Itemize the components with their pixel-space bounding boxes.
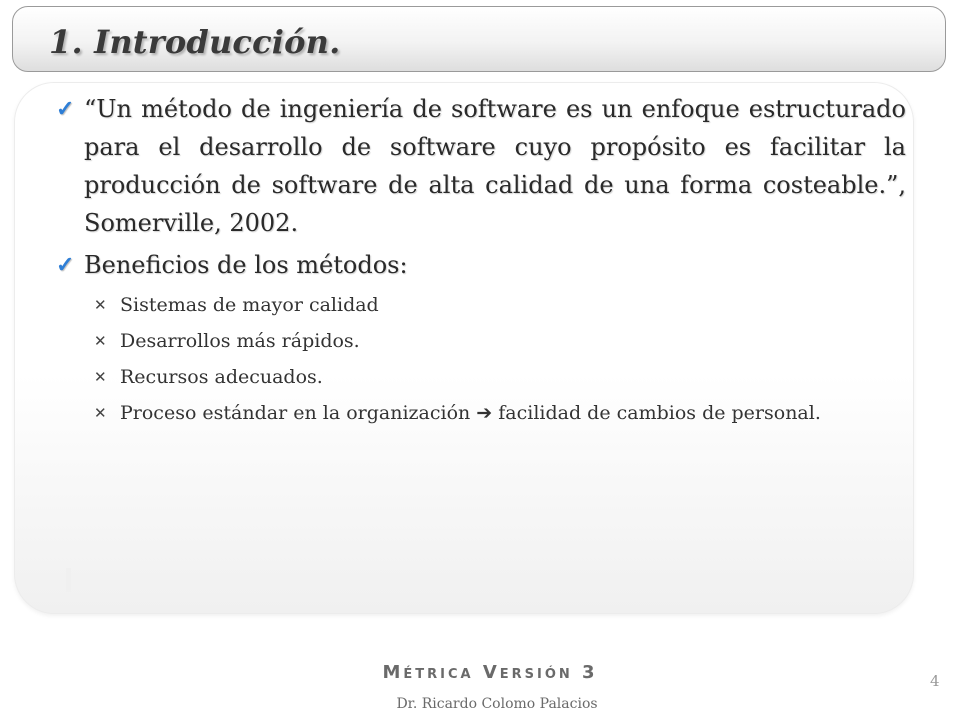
panel-decoration [66, 568, 71, 592]
list-item-text: Desarrollos más rápidos. [120, 330, 360, 352]
list-item [56, 290, 906, 320]
bullet-text: “Un método de ingeniería de software es un enfoque estructurado para el desarrollo de software cuyo propósito es facilitar la producción de software de alta calidad de una forma costeable.”, Somerville, 2002. [84, 95, 906, 237]
checkmark-icon: ✓ [56, 96, 75, 122]
title-bar [12, 6, 946, 72]
cross-icon: ✕ [94, 404, 107, 422]
page-number: 4 [930, 672, 940, 690]
bullet-list [56, 90, 906, 434]
cross-icon: ✕ [94, 368, 107, 386]
slide-title: 1. Introducción. [49, 23, 341, 61]
bullet-text: Beneficios de los métodos: [84, 251, 408, 279]
benefits-sublist [56, 290, 906, 428]
list-item [56, 362, 906, 392]
list-item-text: Sistemas de mayor calidad [120, 294, 379, 316]
list-item [56, 398, 906, 428]
list-item-text: Proceso estándar en la organización ➔ facilidad de cambios de personal. [120, 402, 821, 424]
cross-icon: ✕ [94, 296, 107, 314]
footer-title: Métrica Versión 3 [382, 662, 598, 683]
bullet-definition-quote [56, 90, 906, 242]
checkmark-icon: ✓ [56, 252, 75, 278]
cross-icon: ✕ [94, 332, 107, 350]
list-item [56, 326, 906, 356]
bullet-benefits-heading [56, 246, 906, 284]
list-item-text: Recursos adecuados. [120, 366, 323, 388]
footer-author: Dr. Ricardo Colomo Palacios [396, 696, 598, 712]
